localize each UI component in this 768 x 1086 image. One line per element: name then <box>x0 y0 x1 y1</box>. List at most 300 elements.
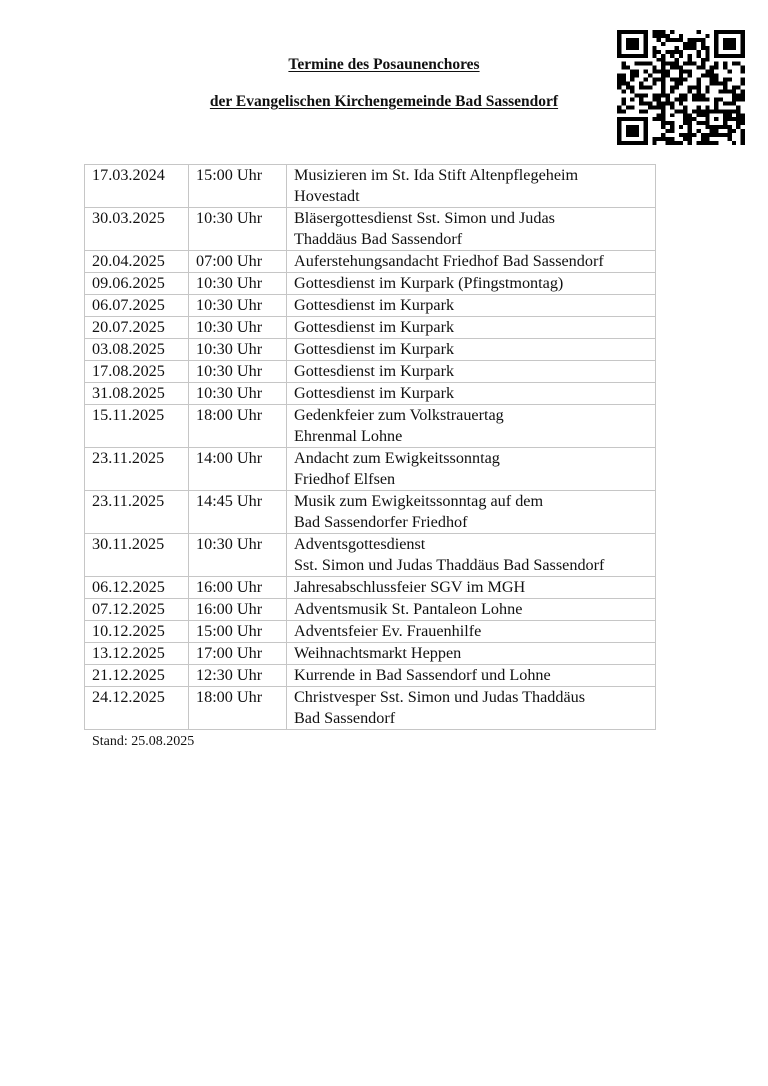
table-row <box>85 251 656 273</box>
qr-module <box>732 141 736 145</box>
qr-module <box>696 54 700 58</box>
qr-module <box>617 109 621 113</box>
qr-module <box>732 93 736 97</box>
qr-module <box>701 109 705 113</box>
qr-module <box>683 137 687 141</box>
qr-module <box>617 38 621 42</box>
qr-module <box>692 62 696 66</box>
qr-module <box>701 66 705 70</box>
qr-module <box>714 54 718 58</box>
qr-module <box>714 109 718 113</box>
qr-module <box>701 38 705 42</box>
qr-module <box>648 101 652 105</box>
qr-module <box>727 109 731 113</box>
qr-module <box>652 105 656 109</box>
qr-module <box>674 62 678 66</box>
qr-module <box>643 137 647 141</box>
qr-module <box>679 54 683 58</box>
qr-module <box>688 141 692 145</box>
qr-module <box>657 78 661 82</box>
qr-module <box>732 86 736 90</box>
qr-module <box>630 141 634 145</box>
qr-module <box>683 113 687 117</box>
qr-code-icon[interactable] <box>617 30 745 145</box>
qr-module <box>701 133 705 137</box>
event-time: 15:00 Uhr <box>189 621 287 643</box>
qr-module <box>696 82 700 86</box>
qr-module <box>736 125 740 129</box>
qr-module <box>666 137 670 141</box>
qr-module <box>670 105 674 109</box>
qr-module <box>657 34 661 38</box>
event-description <box>287 251 656 273</box>
event-date: 06.07.2025 <box>85 295 189 317</box>
qr-module <box>688 113 692 117</box>
qr-module <box>705 121 709 125</box>
table-row <box>85 405 656 448</box>
qr-module <box>688 89 692 93</box>
event-description-line: Gottesdienst im Kurpark <box>294 318 455 336</box>
qr-module <box>714 105 718 109</box>
qr-module <box>710 109 714 113</box>
qr-module <box>670 54 674 58</box>
qr-module <box>621 30 625 34</box>
qr-module <box>666 93 670 97</box>
qr-module <box>710 141 714 145</box>
event-time: 07:00 Uhr <box>189 251 287 273</box>
event-date: 20.07.2025 <box>85 317 189 339</box>
qr-module <box>741 54 745 58</box>
qr-module <box>661 113 665 117</box>
qr-module <box>741 133 745 137</box>
qr-module <box>714 62 718 66</box>
qr-module <box>692 46 696 50</box>
qr-module <box>666 34 670 38</box>
event-description <box>287 317 656 339</box>
event-date: 30.11.2025 <box>85 534 189 577</box>
qr-module <box>617 133 621 137</box>
qr-module <box>670 129 674 133</box>
event-description-line: Weihnachtsmarkt Heppen <box>294 644 462 662</box>
qr-module <box>723 78 727 82</box>
qr-module <box>727 46 731 50</box>
event-description-line: Christvesper Sst. Simon und Judas Thaddäus <box>294 688 586 706</box>
event-time: 18:00 Uhr <box>189 405 287 448</box>
qr-module <box>741 70 745 74</box>
qr-module <box>630 42 634 46</box>
event-date: 03.08.2025 <box>85 339 189 361</box>
qr-module <box>705 58 709 62</box>
qr-module <box>741 93 745 97</box>
qr-module <box>741 129 745 133</box>
qr-module <box>674 78 678 82</box>
qr-module <box>674 97 678 101</box>
qr-module <box>643 86 647 90</box>
qr-module <box>683 121 687 125</box>
qr-module <box>705 97 709 101</box>
event-description-line: Adventsmusik St. Pantaleon Lohne <box>294 600 523 618</box>
qr-module <box>626 129 630 133</box>
qr-module <box>692 42 696 46</box>
qr-module <box>732 109 736 113</box>
qr-module <box>630 78 634 82</box>
qr-module <box>617 78 621 82</box>
qr-module <box>679 141 683 145</box>
qr-module <box>741 82 745 86</box>
qr-module <box>696 30 700 34</box>
event-date: 21.12.2025 <box>85 665 189 687</box>
qr-module <box>661 109 665 113</box>
qr-module <box>683 93 687 97</box>
event-description <box>287 577 656 599</box>
qr-module <box>670 30 674 34</box>
qr-module <box>714 66 718 70</box>
qr-module <box>666 38 670 42</box>
qr-module <box>674 46 678 50</box>
qr-module <box>705 117 709 121</box>
qr-module <box>723 42 727 46</box>
qr-module <box>643 101 647 105</box>
qr-module <box>643 54 647 58</box>
qr-module <box>714 141 718 145</box>
qr-module <box>666 50 670 54</box>
qr-module <box>688 137 692 141</box>
qr-module <box>626 141 630 145</box>
qr-module <box>714 125 718 129</box>
qr-module <box>727 117 731 121</box>
qr-module <box>652 93 656 97</box>
qr-module <box>683 97 687 101</box>
qr-module <box>657 105 661 109</box>
table-row <box>85 534 656 577</box>
qr-module <box>666 62 670 66</box>
event-description-line: Gottesdienst im Kurpark <box>294 340 455 358</box>
qr-module <box>736 105 740 109</box>
qr-module <box>692 133 696 137</box>
qr-module <box>635 62 639 66</box>
qr-module <box>674 141 678 145</box>
qr-module <box>639 141 643 145</box>
qr-module <box>710 133 714 137</box>
qr-module <box>683 46 687 50</box>
qr-module <box>643 30 647 34</box>
qr-module <box>657 30 661 34</box>
qr-module <box>643 93 647 97</box>
qr-module <box>679 133 683 137</box>
qr-module <box>741 113 745 117</box>
qr-module <box>648 105 652 109</box>
qr-module <box>741 137 745 141</box>
qr-module <box>727 42 731 46</box>
qr-module <box>661 74 665 78</box>
qr-module <box>727 101 731 105</box>
qr-module <box>652 30 656 34</box>
qr-module <box>670 66 674 70</box>
event-description-line: Gottesdienst im Kurpark <box>294 296 455 314</box>
qr-module <box>732 101 736 105</box>
event-description-line: Thaddäus Bad Sassendorf <box>294 230 463 248</box>
qr-module <box>736 121 740 125</box>
qr-module <box>670 137 674 141</box>
event-description <box>287 448 656 491</box>
qr-module <box>617 121 621 125</box>
qr-module <box>679 97 683 101</box>
qr-module <box>692 38 696 42</box>
qr-module <box>696 38 700 42</box>
qr-module <box>643 125 647 129</box>
table-row <box>85 383 656 405</box>
qr-module <box>630 105 634 109</box>
qr-module <box>652 54 656 58</box>
event-date: 20.04.2025 <box>85 251 189 273</box>
qr-module <box>683 62 687 66</box>
event-description-line: Adventsfeier Ev. Frauenhilfe <box>294 622 482 640</box>
qr-module <box>732 97 736 101</box>
qr-module <box>719 89 723 93</box>
qr-module <box>727 30 731 34</box>
qr-module <box>639 86 643 90</box>
schedule-table <box>84 164 656 730</box>
table-row <box>85 317 656 339</box>
qr-module <box>670 38 674 42</box>
qr-module <box>657 113 661 117</box>
qr-module <box>648 74 652 78</box>
qr-module <box>670 125 674 129</box>
qr-module <box>741 46 745 50</box>
event-time: 10:30 Uhr <box>189 317 287 339</box>
qr-module <box>705 133 709 137</box>
event-time: 10:30 Uhr <box>189 208 287 251</box>
qr-module <box>723 30 727 34</box>
qr-module <box>630 89 634 93</box>
qr-module <box>719 125 723 129</box>
event-time: 16:00 Uhr <box>189 577 287 599</box>
event-time: 17:00 Uhr <box>189 643 287 665</box>
qr-module <box>692 97 696 101</box>
qr-module <box>661 30 665 34</box>
event-date: 17.03.2024 <box>85 165 189 208</box>
qr-module <box>679 82 683 86</box>
event-description <box>287 295 656 317</box>
qr-module <box>683 70 687 74</box>
event-time: 10:30 Uhr <box>189 273 287 295</box>
qr-module <box>679 125 683 129</box>
qr-module <box>621 109 625 113</box>
qr-module <box>617 74 621 78</box>
qr-module <box>736 97 740 101</box>
table-row <box>85 621 656 643</box>
qr-module <box>617 117 621 121</box>
qr-module <box>736 54 740 58</box>
qr-module <box>701 58 705 62</box>
qr-module <box>723 101 727 105</box>
qr-module <box>617 50 621 54</box>
qr-module <box>670 50 674 54</box>
event-time: 10:30 Uhr <box>189 383 287 405</box>
qr-module <box>710 70 714 74</box>
qr-module <box>630 46 634 50</box>
qr-module <box>723 121 727 125</box>
qr-module <box>621 82 625 86</box>
qr-module <box>635 141 639 145</box>
qr-module <box>714 30 718 34</box>
qr-module <box>719 109 723 113</box>
qr-module <box>679 50 683 54</box>
qr-module <box>727 125 731 129</box>
qr-module <box>688 38 692 42</box>
qr-module <box>688 42 692 46</box>
qr-module <box>661 125 665 129</box>
qr-module <box>688 70 692 74</box>
event-description <box>287 361 656 383</box>
qr-module <box>741 42 745 46</box>
qr-module <box>639 109 643 113</box>
qr-module <box>732 62 736 66</box>
qr-module <box>661 86 665 90</box>
qr-module <box>626 66 630 70</box>
qr-module <box>688 125 692 129</box>
qr-module <box>661 105 665 109</box>
qr-module <box>630 133 634 137</box>
qr-module <box>723 86 727 90</box>
qr-module <box>692 117 696 121</box>
qr-module <box>643 129 647 133</box>
event-description <box>287 687 656 730</box>
qr-module <box>661 101 665 105</box>
event-description <box>287 383 656 405</box>
qr-module <box>635 54 639 58</box>
qr-module <box>630 86 634 90</box>
qr-module <box>741 117 745 121</box>
qr-module <box>696 129 700 133</box>
event-date: 15.11.2025 <box>85 405 189 448</box>
qr-module <box>705 125 709 129</box>
qr-module <box>661 62 665 66</box>
qr-module <box>683 117 687 121</box>
qr-module <box>626 46 630 50</box>
qr-module <box>643 50 647 54</box>
qr-module <box>635 42 639 46</box>
event-description-line: Andacht zum Ewigkeitssonntag <box>294 449 500 467</box>
event-description <box>287 405 656 448</box>
qr-module <box>635 38 639 42</box>
qr-module <box>661 93 665 97</box>
event-time: 18:00 Uhr <box>189 687 287 730</box>
qr-module <box>635 133 639 137</box>
qr-module <box>674 58 678 62</box>
event-time: 10:30 Uhr <box>189 534 287 577</box>
qr-module <box>661 34 665 38</box>
event-date: 06.12.2025 <box>85 577 189 599</box>
qr-module <box>714 133 718 137</box>
qr-module <box>723 125 727 129</box>
qr-module <box>688 129 692 133</box>
qr-module <box>621 62 625 66</box>
qr-module <box>727 38 731 42</box>
event-date: 24.12.2025 <box>85 687 189 730</box>
qr-module <box>626 42 630 46</box>
event-description-line: Musik zum Ewigkeitssonntag auf dem <box>294 492 544 510</box>
qr-module <box>617 141 621 145</box>
qr-module <box>666 129 670 133</box>
table-row <box>85 273 656 295</box>
qr-module <box>723 38 727 42</box>
table-row <box>85 339 656 361</box>
event-time: 10:30 Uhr <box>189 295 287 317</box>
event-description-line: Friedhof Elfsen <box>294 470 396 488</box>
event-date: 23.11.2025 <box>85 491 189 534</box>
qr-module <box>705 70 709 74</box>
qr-module <box>719 54 723 58</box>
event-description-line: Bläsergottesdienst Sst. Simon und Judas <box>294 209 555 227</box>
qr-module <box>626 105 630 109</box>
qr-module <box>666 97 670 101</box>
event-date: 23.11.2025 <box>85 448 189 491</box>
qr-module <box>674 38 678 42</box>
qr-module <box>727 137 731 141</box>
qr-module <box>643 78 647 82</box>
qr-module <box>679 38 683 42</box>
qr-module <box>741 97 745 101</box>
qr-module <box>736 109 740 113</box>
qr-module <box>741 78 745 82</box>
qr-module <box>652 46 656 50</box>
qr-module <box>714 129 718 133</box>
qr-module <box>661 66 665 70</box>
qr-module <box>714 38 718 42</box>
table-row <box>85 665 656 687</box>
event-description <box>287 491 656 534</box>
qr-module <box>714 74 718 78</box>
qr-module <box>696 66 700 70</box>
qr-module <box>719 133 723 137</box>
qr-module <box>657 117 661 121</box>
event-time: 15:00 Uhr <box>189 165 287 208</box>
qr-module <box>617 105 621 109</box>
qr-module <box>683 105 687 109</box>
qr-module <box>630 30 634 34</box>
event-description-line: Hovestadt <box>294 187 360 205</box>
qr-module <box>696 121 700 125</box>
qr-module <box>714 50 718 54</box>
qr-module <box>696 141 700 145</box>
qr-module <box>626 86 630 90</box>
qr-module <box>657 38 661 42</box>
qr-module <box>630 129 634 133</box>
qr-module <box>674 109 678 113</box>
qr-module <box>666 70 670 74</box>
qr-module <box>657 50 661 54</box>
qr-module <box>714 34 718 38</box>
qr-module <box>643 34 647 38</box>
event-description-line: Gottesdienst im Kurpark <box>294 362 455 380</box>
qr-module <box>727 129 731 133</box>
qr-module <box>714 101 718 105</box>
qr-module <box>657 93 661 97</box>
qr-module <box>710 125 714 129</box>
qr-module <box>657 97 661 101</box>
qr-module <box>723 89 727 93</box>
qr-module <box>661 54 665 58</box>
qr-module <box>701 62 705 66</box>
document-subtitle: der Evangelischen Kirchengemeinde Bad Sassendorf <box>209 93 559 110</box>
table-row <box>85 599 656 621</box>
qr-module <box>710 78 714 82</box>
qr-module <box>727 89 731 93</box>
qr-module <box>723 46 727 50</box>
qr-module <box>630 117 634 121</box>
qr-module <box>661 133 665 137</box>
